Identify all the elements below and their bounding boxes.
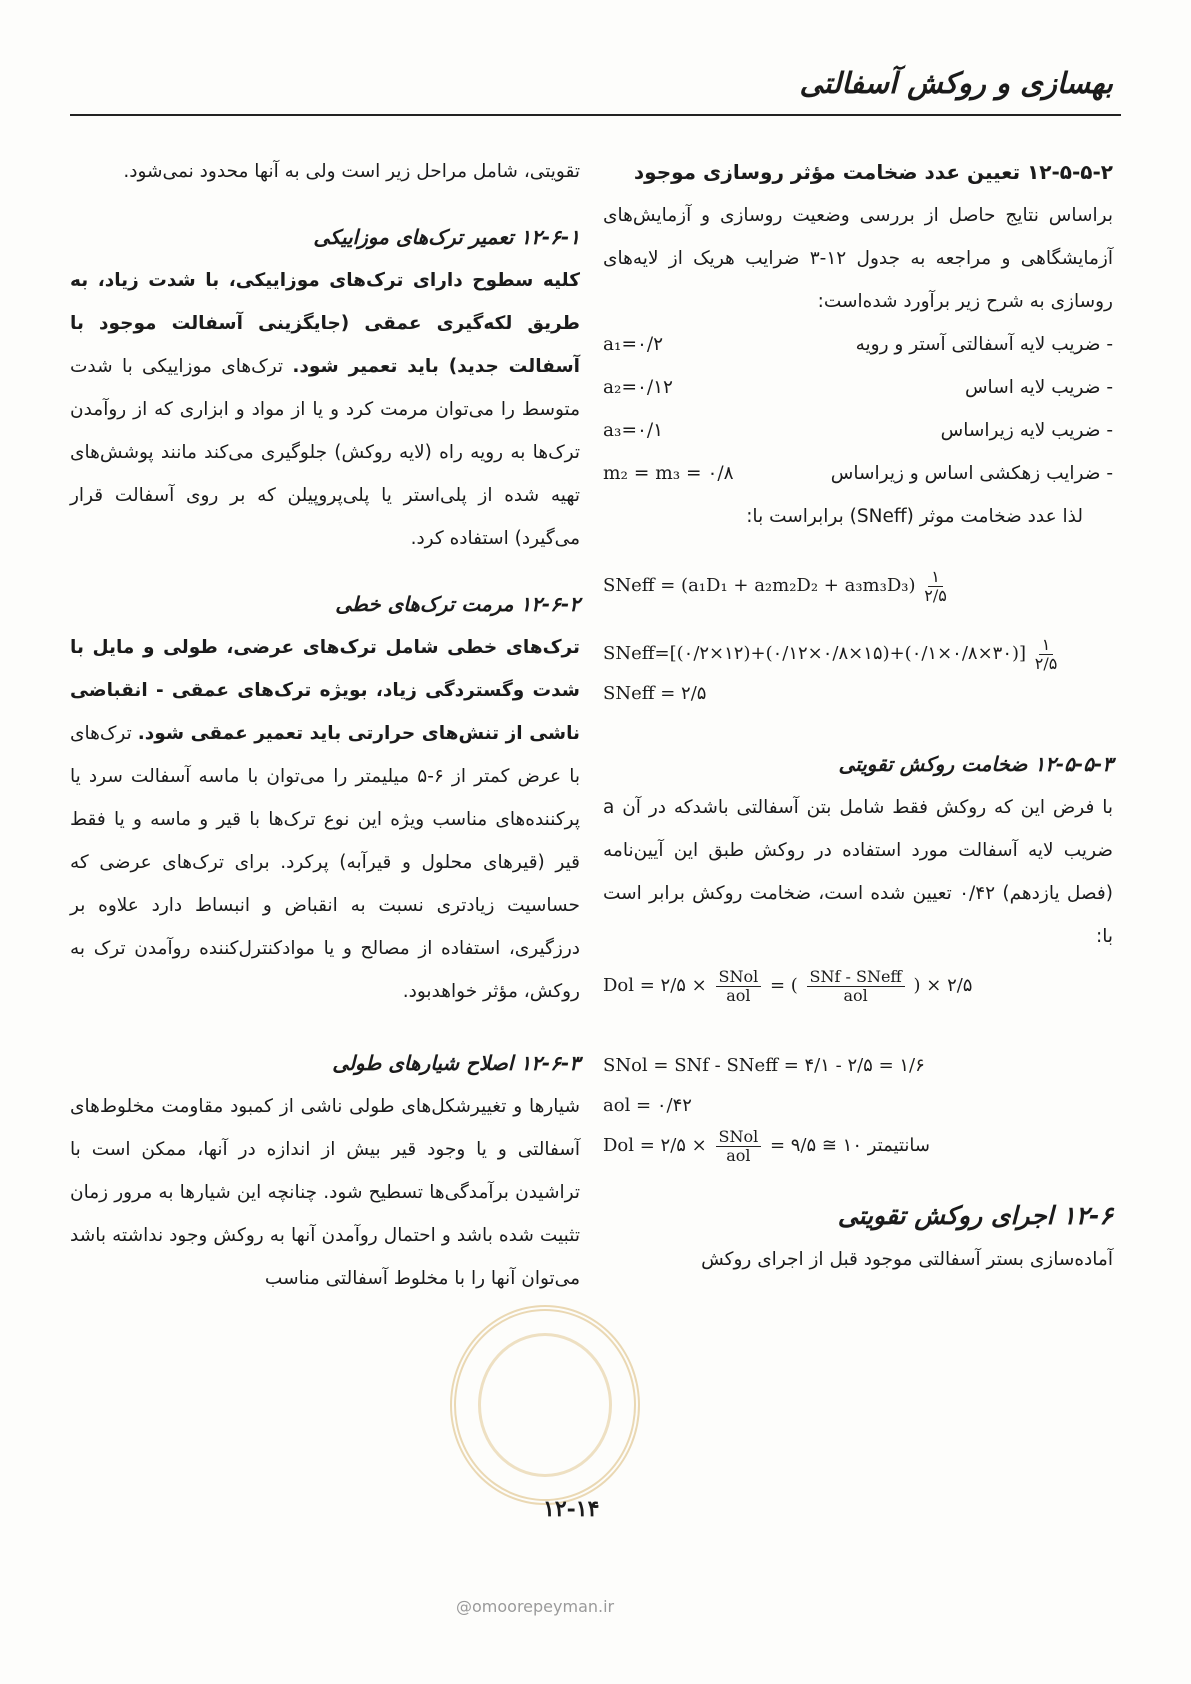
section-heading-12-6-2: ۱۲-۶-۲ مرمت ترک‌های خطی	[335, 592, 580, 616]
coefficient-row	[603, 452, 1113, 495]
page-number: ۱۲-۱۴	[543, 1496, 600, 1522]
equation-text: = ۹/۵ ≅ ۱۰ سانتیمتر	[769, 1135, 930, 1156]
coefficient-value: a₃=۰/۱	[603, 420, 664, 441]
fraction-denominator: ۲/۵	[1034, 653, 1058, 673]
paragraph-overlay-execution: آماده‌سازی بستر آسفالتی موجود قبل از اجرای روکش	[701, 1249, 1113, 1270]
coefficient-value: m₂ = m₃ = ۰/۸	[603, 463, 734, 484]
fraction-numerator: ۱	[1039, 636, 1054, 655]
equation-sn-ol: SNol = SNf - SNeff = ۴/۱ - ۲/۵ = ۱/۶	[603, 1055, 925, 1076]
watermark-stamp-icon	[450, 1305, 640, 1505]
paragraph-continuation: تقویتی، شامل مراحل زیر است ولی به آنها محدود نمی‌شود.	[123, 161, 580, 182]
equation-text: SNeff=[(۰/۲×۱۲)+(۰/۱۲×۰/۸×۱۵)+(۰/۱×۰/۸×۳۰)]	[603, 643, 1027, 664]
section-heading-12-5-5-2: ۱۲-۵-۵-۲ تعیین عدد ضخامت مؤثر روسازی موجود	[633, 160, 1113, 184]
bold-text: کلیه سطوح دارای ترک‌های موزاییکی، با شدت زیاد، به طریق لکه‌گیری عمقی (جایگزینی آسفالت موجود با آسفالت جدید) باید تعمیر شود.	[70, 270, 580, 377]
section-heading-12-6-1: ۱۲-۶-۱ تعمیر ترک‌های موزاییکی	[313, 225, 580, 249]
section-heading-12-5-5-3: ۱۲-۵-۵-۳ ضخامت روکش تقویتی	[838, 752, 1113, 776]
equation-text: = (	[769, 975, 798, 996]
coefficient-row	[603, 409, 1113, 452]
body-text: ترک‌های با عرض کمتر از ۶-۵ میلیمتر را می‌توان با ماسه آسفالت سرد یا پرکننده‌های مناسب ویژه این نوع ترک‌ها با قیر و ماسه و یا فقط قیر (قیرهای محلول و قیرآبه) پرکرد. برای ترک‌های عرضی که حساسیت زیادتری نسبت به انقباض و انبساط دارد علاوه بر درزگیری، استفاده از مصالح و یا موادکنترل‌کننده روآمدن ترک به روکش، مؤثر خواهدبود.	[70, 723, 580, 1002]
equation-text: Dol = ۲/۵ ×	[603, 1135, 707, 1156]
equation-text: Dol = ۲/۵ ×	[603, 975, 707, 996]
coefficient-row	[603, 323, 1113, 366]
bold-text: ترک‌های خطی شامل ترک‌های عرضی، طولی و مایل با شدت وگستردگی زیاد، بویژه ترک‌های عمقی - انقباضی ناشی از تنش‌های حرارتی باید تعمیر عمقی شود.	[70, 637, 580, 744]
section-heading-12-6-3: ۱۲-۶-۳ اصلاح شیارهای طولی	[332, 1051, 580, 1075]
fraction-denominator: aol	[726, 1145, 751, 1165]
equation-d-ol-formula	[603, 966, 1113, 1006]
fraction-numerator: SNol	[716, 968, 762, 987]
fraction	[716, 1128, 762, 1165]
coefficient-label: - ضریب لایه آسفالتی آستر و رویه	[855, 334, 1113, 355]
coefficient-row	[603, 366, 1113, 409]
fraction-denominator: aol	[843, 985, 868, 1005]
header-rule	[70, 114, 1121, 116]
equation-text: ) × ۲/۵	[913, 975, 973, 996]
paragraph-linear-cracks	[70, 626, 580, 1013]
equation-sn-eff-result: SNeff = ۲/۵	[603, 683, 707, 704]
section-heading-12-6: ۱۲-۶ اجرای روکش تقویتی	[837, 1201, 1113, 1230]
coefficient-value: a₁=۰/۲	[603, 334, 664, 355]
sn-eff-intro: لذا عدد ضخامت موثر (SNeff) برابراست با:	[746, 506, 1083, 527]
fraction	[716, 968, 762, 1005]
fraction-numerator: SNol	[716, 1128, 762, 1147]
paragraph-coefficients-intro: براساس نتایج حاصل از بررسی وضعیت روسازی و آزمایش‌های آزمایشگاهی و مراجعه به جدول ۱۲-۳ ضرایب هریک از لایه‌های روسازی به شرح زیر برآورد شده‌است:	[603, 205, 1113, 312]
coefficient-label: - ضرایب زهکشی اساس و زیراساس	[830, 463, 1113, 484]
equation-sn-eff-formula	[603, 566, 1113, 606]
paragraph-longitudinal-ruts: شیارها و تغییرشکل‌های طولی ناشی از کمبود مقاومت مخلوط‌های آسفالتی و یا وجود قیر بیش از اندازه در آنها، ممکن است با تراشیدن برآمدگی‌ها تسطیح شود. چنانچه این شیارها به مرور زمان تثبیت شده باشد و احتمال روآمدن آنها به روکش وجود نداشته باشد می‌توان آنها را با مخلوط آسفالتی مناسب	[70, 1096, 580, 1289]
body-text: ترک‌های موزاییکی با شدت متوسط را می‌توان مرمت کرد و یا از مواد و ابزاری که از روآمدن ترک‌ها به رویه راه (لایه روکش) جلوگیری می‌کند مانند پوشش‌های تهیه شده از پلی‌استر یا پلی‌پروپیلن که بر روی آسفالت قرار می‌گیرد) استفاده کرد.	[70, 356, 580, 549]
fraction	[807, 968, 905, 1005]
coefficient-value: a₂=۰/۱۲	[603, 377, 673, 398]
equation-a-ol: aol = ۰/۴۲	[603, 1095, 692, 1116]
fraction-denominator: ۲/۵	[924, 585, 947, 605]
right-column	[603, 150, 1113, 1281]
coefficient-label: - ضریب لایه زیراساس	[940, 420, 1113, 441]
left-column	[70, 150, 580, 1300]
coefficient-label: - ضریب لایه اساس	[964, 377, 1113, 398]
running-header-title: بهسازی و روکش آسفالتی	[799, 66, 1113, 100]
coefficient-list	[603, 323, 1113, 495]
equation-sn-eff-substituted	[603, 634, 1113, 674]
fraction-numerator: ۱	[928, 568, 943, 587]
fraction-numerator: SNf - SNeff	[807, 968, 905, 987]
fraction-denominator: aol	[726, 985, 751, 1005]
paragraph-overlay-thickness: با فرض این که روکش فقط شامل بتن آسفالتی باشدکه در آن a ضریب لایه آسفالت مورد استفاده در روکش طبق این آیین‌نامه (فصل یازدهم) ۰/۴۲ تعیین شده است، ضخامت روکش برابر است با:	[603, 797, 1113, 947]
equation-text: SNeff = (a₁D₁ + a₂m₂D₂ + a₃m₃D₃)	[603, 575, 916, 596]
paragraph-mosaic-cracks	[70, 259, 580, 560]
equation-d-ol-result	[603, 1126, 1113, 1166]
fraction	[924, 568, 947, 605]
fraction	[1035, 636, 1058, 673]
watermark-text: @omoorepeyman.ir	[456, 1597, 615, 1616]
